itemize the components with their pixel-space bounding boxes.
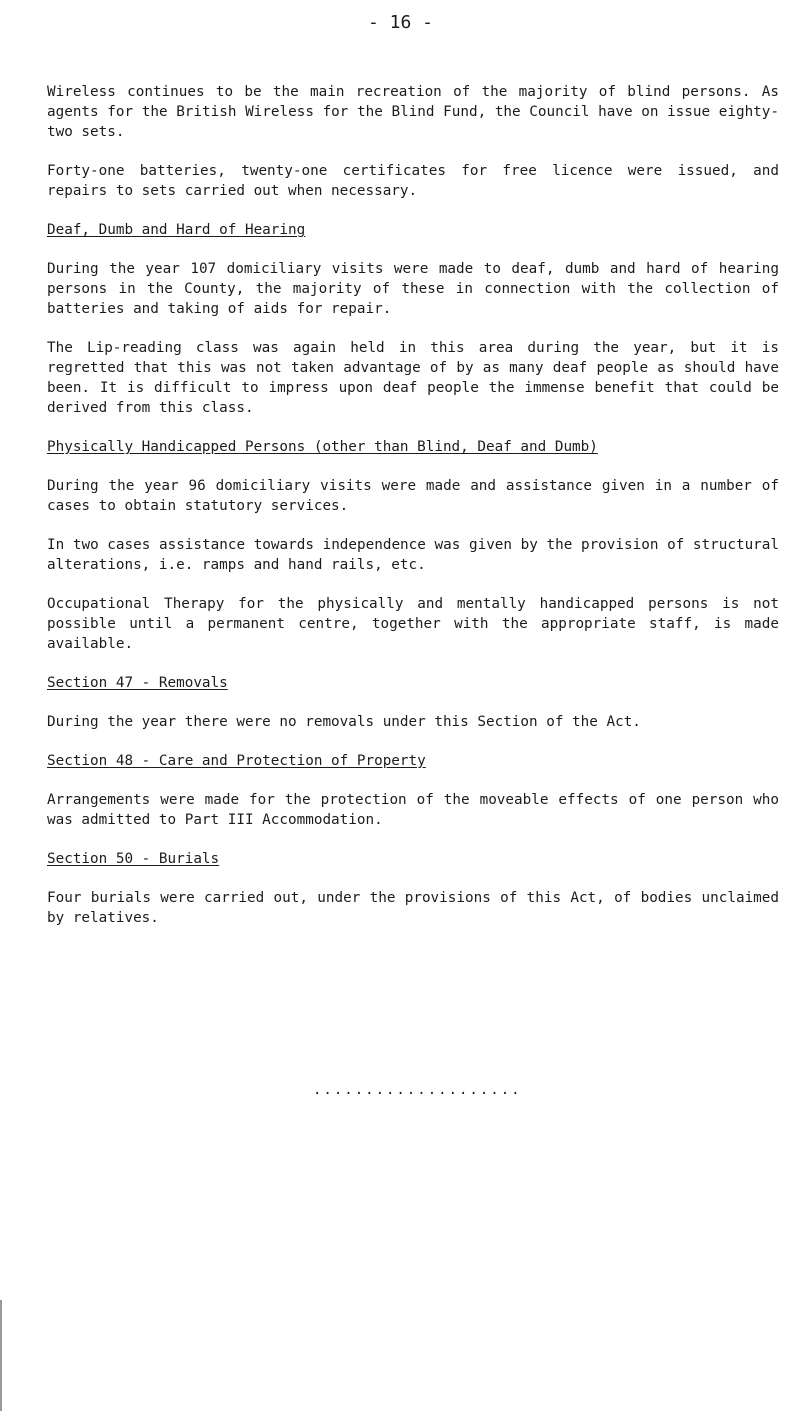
paragraph-occupational-therapy: Occupational Therapy for the physically and mentally handicapped persons is not possible until a permanent centre, together with the appropriate staff, is made available. — [47, 596, 779, 652]
paragraph-structural-alterations: In two cases assistance towards independence was given by the provision of structural alterations, i.e. ramps and hand rails, etc. — [47, 537, 779, 573]
paragraph-wireless: Wireless continues to be the main recreation of the majority of blind persons. As agents for the British Wireless for the Blind Fund, the Council have on issue eighty-two sets. — [47, 84, 779, 140]
paragraph-property: Arrangements were made for the protection of the moveable effects of one person who was admitted to Part III Accommodation. — [47, 792, 779, 828]
heading-deaf-dumb-hard-of-hearing: Deaf, Dumb and Hard of Hearing — [47, 222, 306, 238]
page-number: - 16 - — [367, 12, 434, 33]
heading-section-48: Section 48 - Care and Protection of Property — [47, 753, 426, 769]
paragraph-removals: During the year there were no removals under this Section of the Act. — [47, 714, 641, 730]
heading-section-47: Section 47 - Removals — [47, 675, 228, 691]
end-of-section-dots: .................... — [313, 1082, 522, 1098]
paragraph-burials: Four burials were carried out, under the provisions of this Act, of bodies unclaimed by relatives. — [47, 890, 779, 926]
heading-physically-handicapped: Physically Handicapped Persons (other than Blind, Deaf and Dumb) — [47, 439, 598, 455]
paragraph-deaf-visits: During the year 107 domiciliary visits were made to deaf, dumb and hard of hearing persons in the County, the majority of these in connection with the collection of batteries and taking of aids for repair. — [47, 261, 779, 317]
document-body — [47, 82, 779, 947]
paragraph-physical-visits: During the year 96 domiciliary visits were made and assistance given in a number of cases to obtain statutory services. — [47, 478, 779, 514]
heading-section-50: Section 50 - Burials — [47, 851, 220, 867]
scan-edge-line — [0, 1300, 2, 1411]
paragraph-lip-reading: The Lip-reading class was again held in this area during the year, but it is regretted that this was not taken advantage of by as many deaf people as should have been. It is difficult to impress upon deaf people the immense benefit that could be derived from this class. — [47, 340, 779, 416]
paragraph-batteries: Forty-one batteries, twenty-one certificates for free licence were issued, and repairs to sets carried out when necessary. — [47, 163, 779, 199]
